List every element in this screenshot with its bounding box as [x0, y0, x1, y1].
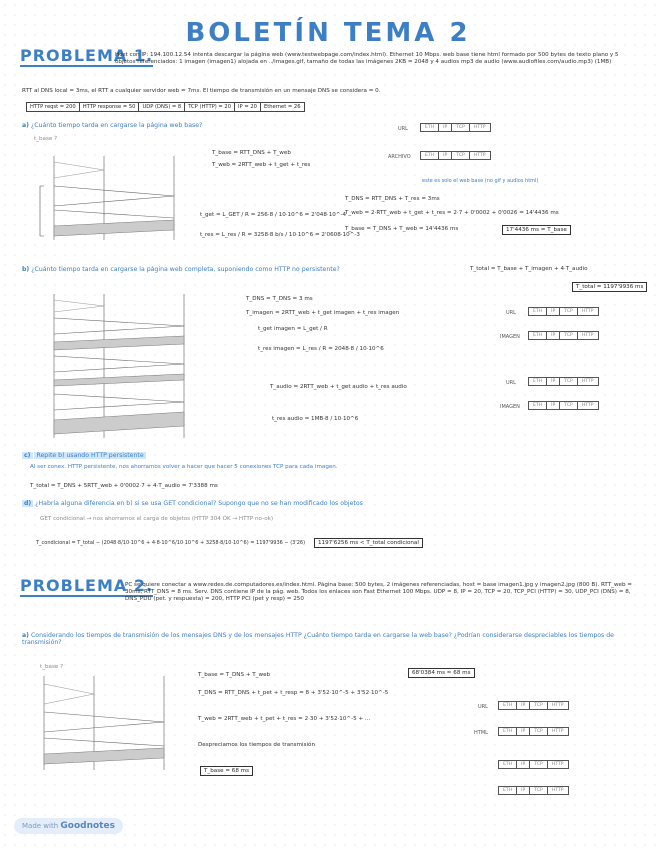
frame-dns-pet-2a [498, 760, 569, 769]
eq-1a-right-1: T_web = 2·RTT_web + t_get + t_res = 2·7 + 0'0002 + 0'0026 = 14'4436 ms [345, 210, 559, 216]
question-2a-sub: t_base ? [40, 664, 64, 670]
frame-field: HTTP [473, 125, 486, 130]
result-1d: 1197'6256 ms < T_total condicional [314, 538, 423, 548]
frame-field: ETH [499, 761, 517, 768]
frame-label-url: URL [398, 126, 408, 132]
question-text: ¿Habría alguna diferencia en b) si se usa GET condicional? Supongo que no se han modificado los objetos [35, 500, 363, 507]
question-label: a) [22, 632, 30, 639]
question-label: a) [22, 122, 30, 129]
frame-field: ETH [529, 308, 547, 315]
frame-field: IP [547, 308, 560, 315]
eq-1c: T_total = T_DNS + 5RTT_web + 0'0002·7 + 4·T_audio = 7'3388 ms [30, 483, 218, 489]
header-size-cell: IP = 20 [235, 103, 261, 111]
badge-prefix: Made with [22, 822, 59, 830]
frame-field: ETH [499, 728, 517, 735]
frame-label-archivo: ARCHIVO [388, 154, 411, 160]
result-2a: 68'0384 ms ≈ 68 ms [408, 668, 475, 678]
frame-imagen-1b [528, 331, 599, 340]
frame-field: IP [517, 702, 530, 709]
frame-field: ETH [529, 402, 547, 409]
page-title: BOLETÍN TEMA 2 [185, 18, 471, 48]
frame-url-1b [528, 307, 599, 316]
eq-1b-2: t_get imagen = L_get / R [258, 326, 328, 332]
note-1a: este es solo el web base (no gif y audios html) [422, 178, 539, 184]
header-size-cell: TCP (HTTP) = 20 [185, 103, 235, 111]
eq-1a-2: t_get = L_GET / R = 256·8 / 10·10^6 = 2'048·10^-4 [200, 212, 347, 218]
header-size-cell: HTTP reqst = 200 [27, 103, 80, 111]
eq-1b-0: T_DNS = T_DNS = 3 ms [246, 296, 313, 302]
question-1d [22, 500, 602, 507]
frame-url-1a [420, 123, 491, 132]
frame-field: HTTP [551, 703, 564, 708]
frame-field: ETH [499, 702, 517, 709]
question-2a [22, 632, 622, 646]
frame-field: IP [547, 402, 560, 409]
question-label: c) [24, 452, 31, 459]
eq-1b-4: T_audio = 2RTT_web + t_get audio + t_res audio [270, 384, 407, 390]
question-text: ¿Cuánto tiempo tarda en cargarse la página web completa, suponiendo como HTTP no persistente? [31, 266, 340, 273]
eq-1a-3: t_res = L_res / R = 3258·8 b/s / 10·10^6 = 2'0608·10^-3 [200, 232, 360, 238]
frame-field: HTTP [581, 403, 594, 408]
frame-field: TCP [452, 124, 470, 131]
eq-2a-0: T_base = T_DNS + T_web [198, 672, 271, 678]
question-1c-sub: Al ser conex. HTTP persistente, nos ahorramos volver a hacer que hacer 5 conexiones TCP para cada imagen. [30, 464, 338, 470]
frame-field: IP [517, 728, 530, 735]
problem2-statement: PC se quiere conectar a www.redes.de.computadores.es/index.html. Página base: 500 bytes, 2 imágenes referenciadas, host = base imagen1.jpg y imagen2.jpg (800 B). RTT_web = 30ms, RTT_DNS = 8 ms. Serv. DNS contiene IP de la pág. web. Todos los enlaces son Fast Ethernet 100 Mbps. UDP = 8, IP = 20, TCP = 20, TCP_PCI (HTTP) = 30, UDP_PCI (DNS) = 8, DNS_PDU (pet. y respuesta) = 200, HTTP PCI (pet y resp) = 250 [125, 582, 632, 603]
frame-label-imagen: IMAGEN [500, 404, 520, 410]
frame-label-url: URL [506, 310, 516, 316]
frame-field: TCP [452, 152, 470, 159]
frame-field: IP [439, 124, 452, 131]
frame-field: HTTP [581, 309, 594, 314]
frame-field: HTTP [581, 379, 594, 384]
frame-field: TCP [530, 702, 548, 709]
goodnotes-badge [14, 818, 123, 834]
eq-1b-5: t_res audio = 1MB·8 / 10·10^6 [272, 416, 359, 422]
question-sub: t_base ? [34, 136, 58, 142]
question-1b [22, 266, 462, 273]
frame-field: ETH [499, 787, 517, 794]
eq-1a-right-0: T_DNS = RTT_DNS + T_res = 3ms [345, 196, 440, 202]
eq-2a-4: T_base = 68 ms [200, 766, 253, 776]
header-sizes-table [26, 102, 305, 112]
frame-field: TCP [560, 308, 578, 315]
problem1-heading: PROBLEMA 1. [20, 46, 154, 65]
frame-field: IP [547, 378, 560, 385]
frame-label-url: URL [506, 380, 516, 386]
frame-field: ETH [421, 124, 439, 131]
frame-field: HTTP [473, 153, 486, 158]
frame-archivo-1a [420, 151, 491, 160]
frame-field: HTTP [581, 333, 594, 338]
frame-html-2a [498, 727, 569, 736]
question-label: d) [24, 500, 32, 507]
frame-field: ETH [529, 332, 547, 339]
frame-field: TCP [560, 378, 578, 385]
frame-imagen-1b-audio [528, 401, 599, 410]
frame-field: HTTP [551, 729, 564, 734]
header-size-cell: Ethernet = 26 [263, 104, 301, 110]
eq-1a-1: T_web = 2RTT_web + t_get + t_res [212, 162, 311, 168]
eq-1d: T_condicional = T_total − (2048·8/10·10^6 + 4·8·10^6/10·10^6 + 3258·8/10·10^6) = 1197'9936 − (3'26) [36, 540, 306, 546]
frame-field: IP [517, 787, 530, 794]
question-1c [22, 452, 146, 459]
frame-field: TCP [560, 402, 578, 409]
eq-2a-1: T_DNS = RTT_DNS + t_pet + t_resp = 8 + 3'52·10^-5 + 3'52·10^-5 [198, 690, 389, 696]
badge-brand: Goodnotes [60, 821, 115, 831]
eq-1a-0: T_base = RTT_DNS + T_web [212, 150, 291, 156]
frame-field: ETH [529, 378, 547, 385]
eq-2a-2: T_web = 2RTT_web + t_pet + t_res = 2·30 + 3'52·10^-5 + ... [198, 716, 371, 722]
problem1-statement: Host con IP: 194.100.12.54 intenta descargar la página web (www.testwebpage.com/index.html). Ethernet 10 Mbps. web base tiene html formado por 500 bytes de texto plano y 5 objetos referenciados: 1 imagen (imagen1) alojada en ../images.gif, tamaño de todas las imágenes 2KB = 2048 y 4 audios mp3 de audio (www.audiofiles.com/audio.mp3) (1MB) [115, 52, 619, 66]
problem2-heading: PROBLEMA 2. [20, 576, 154, 595]
frame-field: IP [517, 761, 530, 768]
frame-field: ETH [421, 152, 439, 159]
problem1-params: RTT al DNS local = 3ms, el RTT a cualquier servidor web = 7ms. El tiempo de transmisión en un mensaje DNS se considera = 0. [22, 88, 381, 94]
eq-1b-top: T_total = T_base + T_imagen + 4·T_audio [470, 266, 588, 272]
frame-field: TCP [530, 761, 548, 768]
frame-field: IP [439, 152, 452, 159]
question-text: Considerando los tiempos de transmisión de los mensajes DNS y de los mensajes HTTP ¿Cuánto tiempo tarda en cargarse la web base? ¿Podrían considerarse despreciables los tiempos de transmisión? [22, 632, 614, 646]
frame-field: TCP [530, 728, 548, 735]
eq-1a-right-2: T_base = T_DNS + T_web = 14'4436 ms [345, 226, 459, 232]
question-text: Repite b) usando HTTP persistente [36, 452, 144, 459]
header-size-cell: HTTP response = 50 [80, 103, 140, 111]
question-1d-sub: GET condicional → nos ahorramos el carga de objetos (HTTP 304 OK → HTTP no-ok) [40, 516, 274, 522]
frame-field: TCP [530, 787, 548, 794]
eq-1b-1: T_imagen = 2RTT_web + t_get imagen + t_res imagen [246, 310, 400, 316]
frame-field: IP [547, 332, 560, 339]
header-size-cell: UDP (DNS) = 8 [139, 103, 185, 111]
frame-dns-res-2a [498, 786, 569, 795]
frame-label-imagen: IMAGEN [500, 334, 520, 340]
result-1a: 17'4436 ms = T_base [502, 225, 571, 235]
sequence-diagram-1a [14, 150, 214, 242]
frame-field: HTTP [551, 788, 564, 793]
frame-url-1b-audio [528, 377, 599, 386]
frame-label-html: HTML [474, 730, 488, 736]
question-1a [22, 122, 202, 129]
frame-label-url: URL [478, 704, 488, 710]
sequence-diagram-1b [14, 290, 234, 440]
question-label: b) [22, 266, 30, 273]
eq-2a-3: Despreciamos los tiempos de transmisión [198, 742, 316, 748]
question-text: ¿Cuánto tiempo tarda en cargarse la página web base? [30, 122, 203, 129]
frame-field: TCP [560, 332, 578, 339]
frame-field: HTTP [551, 762, 564, 767]
frame-url-2a [498, 701, 569, 710]
result-1b: T_total = 1197'9936 ms [572, 282, 647, 292]
eq-1b-3: t_res imagen = L_res / R = 2048·8 / 10·10^6 [258, 346, 384, 352]
sequence-diagram-2a [14, 672, 194, 772]
